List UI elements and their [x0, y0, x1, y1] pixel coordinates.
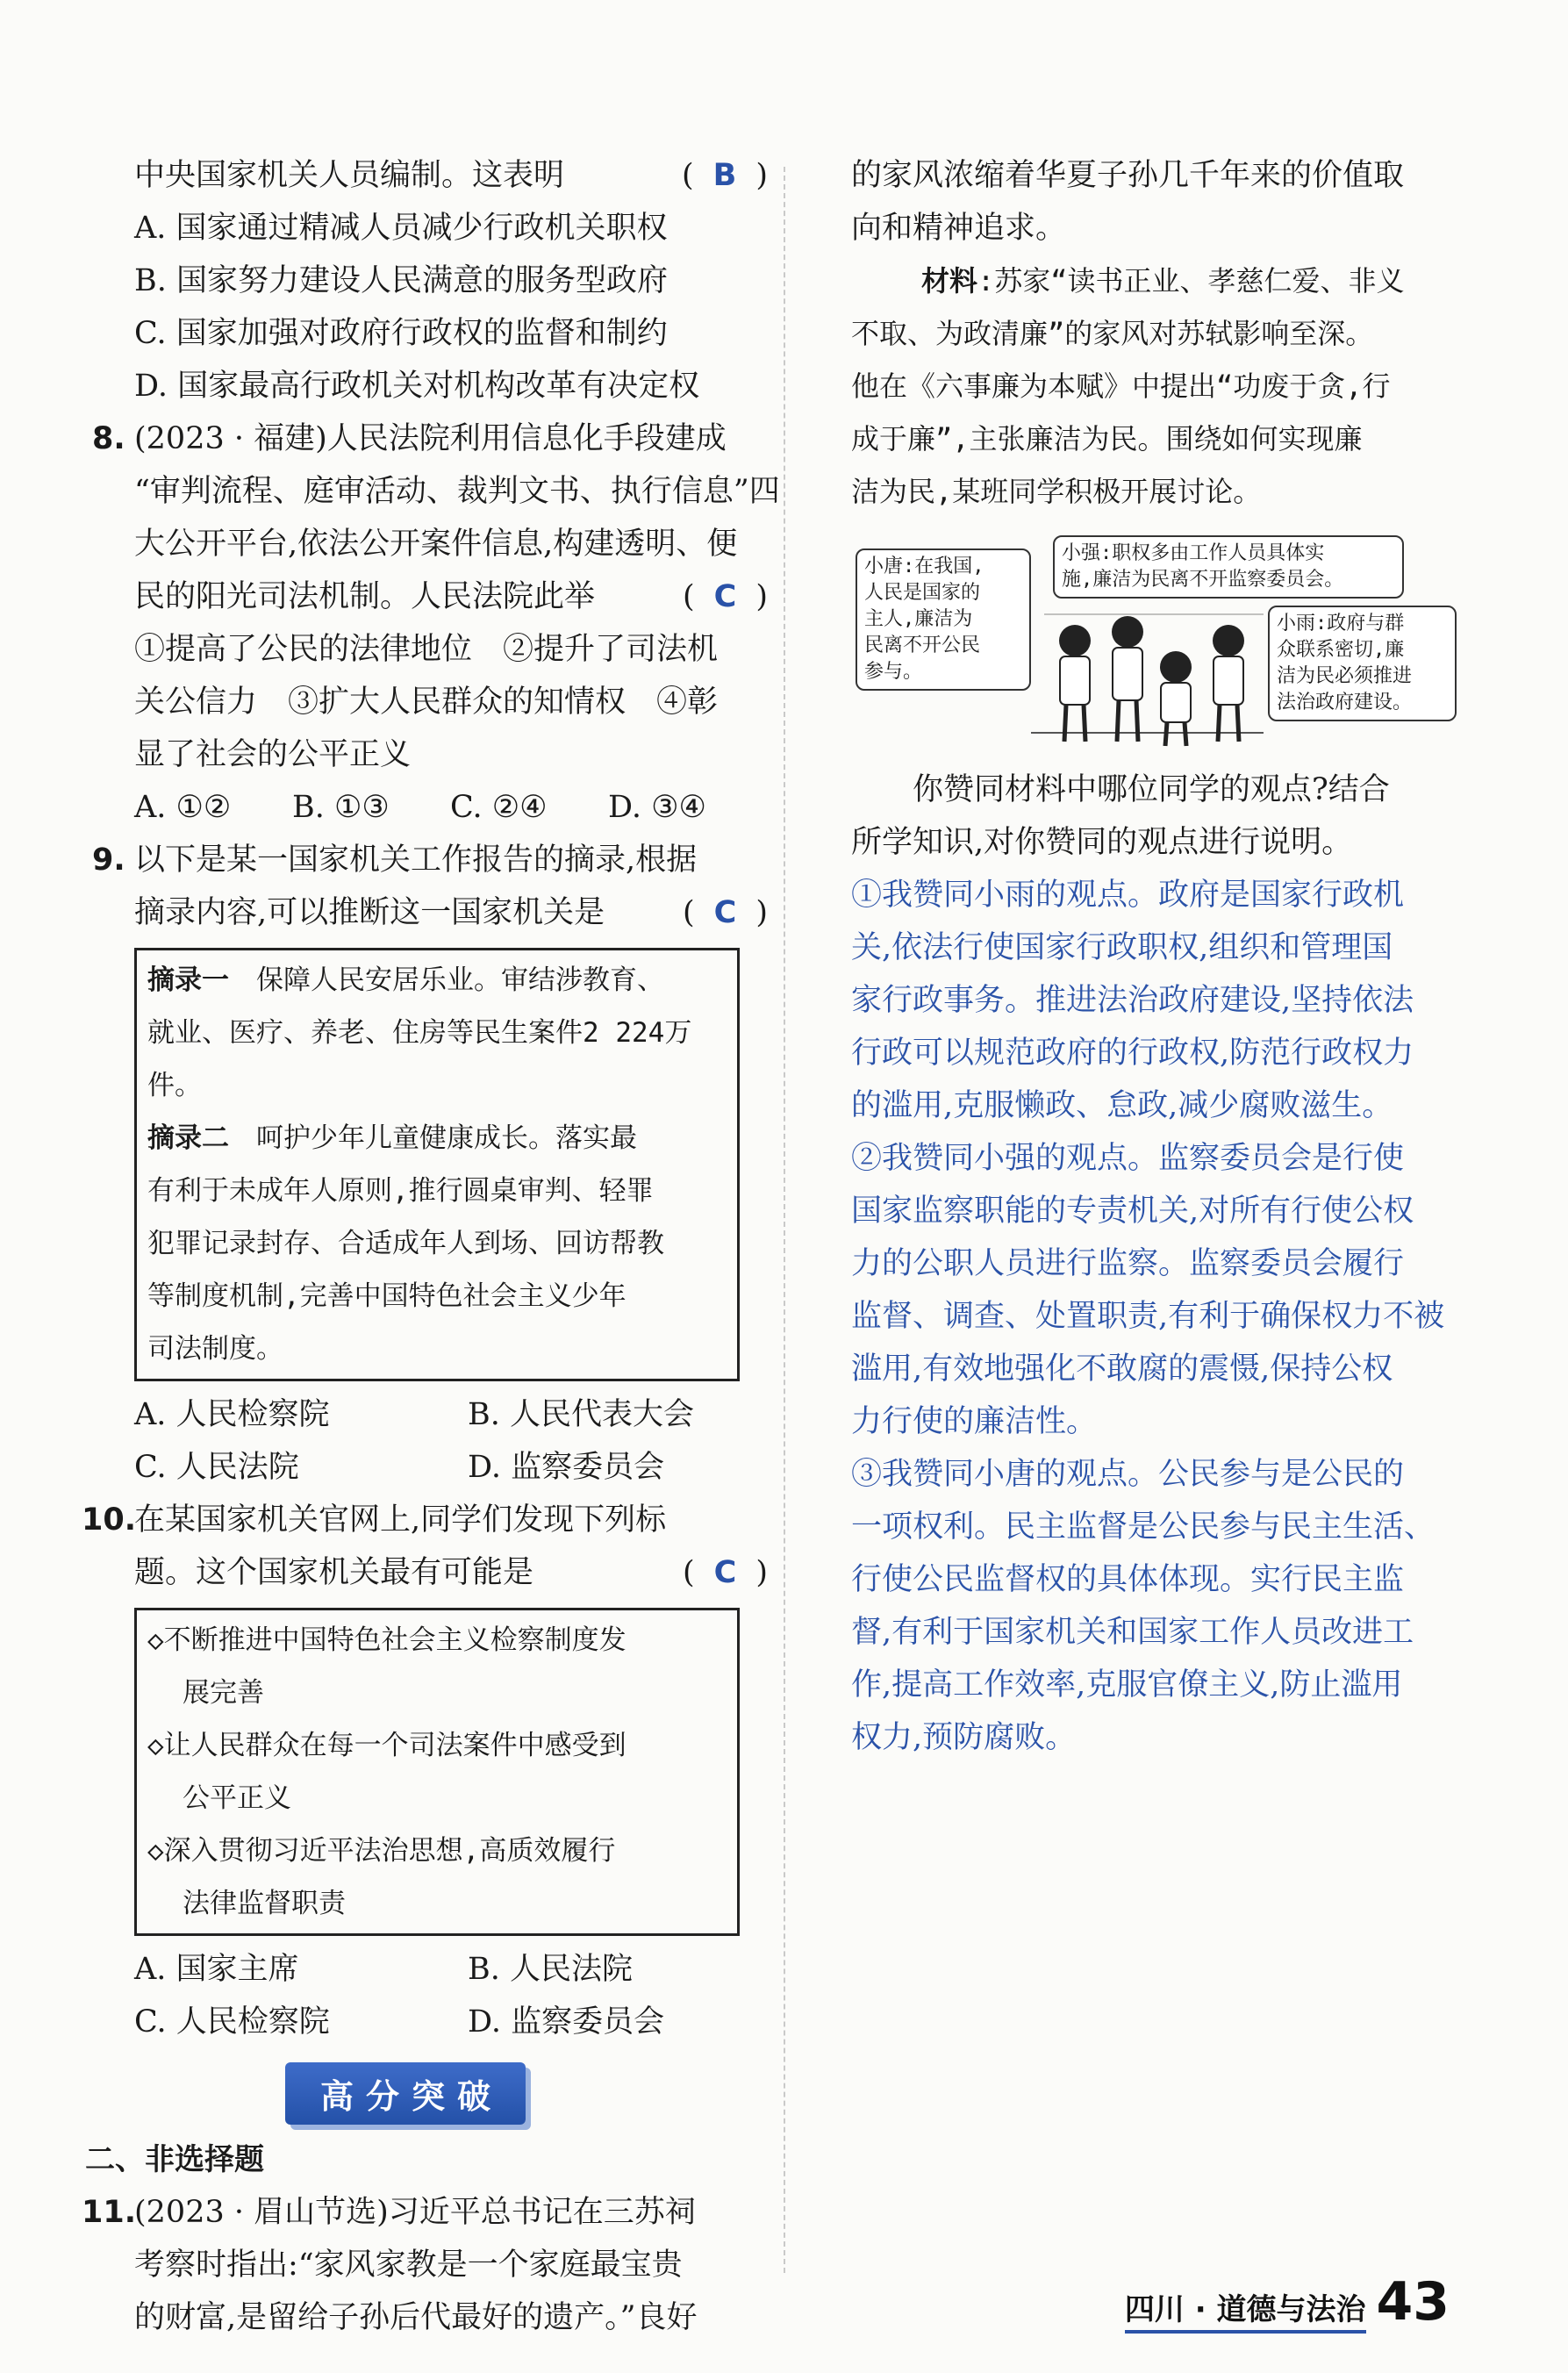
q8-stem-line: “审判流程、庭审活动、裁判文书、执行信息”四 [134, 474, 780, 509]
section-heading: 二、非选择题 [85, 2142, 264, 2177]
answer-line: ①我赞同小雨的观点。政府是国家行政机 [851, 878, 1405, 913]
q8-item-line: 显了社会的公平正义 [134, 737, 412, 772]
q7-stem: 中央国家机关人员编制。这表明 ( B ) [92, 149, 768, 202]
q8-item-line: ①提高了公民的法律地位 ②提升了司法机 [134, 632, 719, 667]
answer-line: 滥用,有效地强化不敢腐的震慑,保持公权 [851, 1351, 1393, 1387]
q7-option-d: D. 国家最高行政机关对机构改革有决定权 [134, 369, 700, 404]
excerpt-two-label: 摘录二 [147, 1122, 229, 1154]
banner-wrap [92, 2062, 768, 2125]
q9-options [92, 1388, 768, 1494]
footer-label: 四川 · 道德与法治 [1125, 2285, 1366, 2334]
q11-number: 11. [82, 2195, 137, 2230]
answer-line: 家行政事务。推进法治政府建设,坚持依法 [851, 983, 1414, 1018]
discussion-cartoon [851, 535, 1465, 755]
answer-bracket: ( C ) [683, 579, 768, 614]
q9-answer: C [713, 895, 737, 930]
answer-line: 力的公职人员进行监察。监察委员会履行 [851, 1246, 1405, 1281]
q9-excerpt-box: 摘录一 保障人民安居乐业。审结涉教育、 就业、医疗、养老、住房等民生案件2 224万件。 摘录二 呵护少年儿童健康成长。落实最 有利于未成年人原则,推行圆桌审判、轻罪 犯罪记录封存、合适成年人到场、回访帮教 等制度机制,完善中国特色社会主义少年 司法制度。 [134, 948, 740, 1381]
q8-option-c: C. ②④ [450, 790, 548, 825]
q8-options [92, 781, 768, 834]
material-line: 洁为民,某班同学积极开展讨论。 [851, 475, 1262, 508]
q8-option-d: D. ③④ [608, 790, 706, 825]
question-line: 你赞同材料中哪位同学的观点?结合 [913, 772, 1390, 807]
q11-stem-line: 考察时指出:“家风家教是一个家庭最宝贵 [134, 2248, 683, 2283]
q8-option-a: A. ①② [134, 790, 232, 825]
high-score-banner: 高分突破 [285, 2062, 526, 2125]
q7-option-b: B. 国家努力建设人民满意的服务型政府 [134, 263, 668, 298]
q10-option-d: D. 监察委员会 [468, 2004, 665, 2040]
q8-answer: C [713, 579, 737, 614]
answer-line: 行使公民监督权的具体体现。实行民主监 [851, 1562, 1405, 1597]
answer-line: ③我赞同小唐的观点。公民参与是公民的 [851, 1457, 1405, 1492]
q10-stem-line: 题。这个国家机关最有可能是 ( C ) [92, 1546, 768, 1599]
material-line: 成于廉”,主张廉洁为民。围绕如何实现廉 [851, 422, 1363, 455]
answer-line: 的滥用,克服懒政、怠政,减少腐败滋生。 [851, 1088, 1393, 1123]
q10-headline-box: ◇不断推进中国特色社会主义检察制度发 展完善 ◇让人民群众在每一个司法案件中感受到 公平正义 ◇深入贯彻习近平法治思想,高质效履行 法律监督职责 [134, 1608, 740, 1936]
answer-line: 作,提高工作效率,克服官僚主义,防止滥用 [851, 1667, 1403, 1703]
answer-bracket: ( C ) [683, 895, 768, 930]
q7-option-c: C. 国家加强对政府行政权的监督和制约 [134, 316, 668, 351]
material-label: 材料 [921, 264, 978, 298]
intro-line: 的家风浓缩着华夏子孙几千年来的价值取 [851, 158, 1405, 193]
answer-line: 行政可以规范政府的行政权,防范行政权力 [851, 1036, 1414, 1071]
answer-line: 督,有利于国家机关和国家工作人员改进工 [851, 1615, 1414, 1650]
page-footer [1125, 2271, 1450, 2334]
speech-bubble-tang: 小唐:在我国, 人民是国家的 主人,廉洁为 民离不开公民 参与。 [856, 548, 1031, 691]
speech-bubble-yu: 小雨:政府与群 众联系密切,廉 洁为民必须推进 法治政府建设。 [1268, 606, 1457, 721]
answer-block [851, 869, 1465, 1764]
q10-stem-line: 10.在某国家机关官网上,同学们发现下列标 [92, 1494, 768, 1546]
q9-option-a: A. 人民检察院 [134, 1397, 330, 1432]
q9-number: 9. [92, 842, 125, 878]
answer-line: ②我赞同小强的观点。监察委员会是行使 [851, 1141, 1405, 1176]
q10-option-b: B. 人民法院 [468, 1952, 633, 1987]
answer-line: 监督、调查、处置职责,有利于确保权力不被 [851, 1299, 1445, 1334]
q8-number: 8. [92, 421, 125, 456]
q9-stem-line: 摘录内容,可以推断这一国家机关是 ( C ) [92, 886, 768, 939]
answer-line: 力行使的廉洁性。 [851, 1404, 1098, 1439]
q11-stem-line: 11.(2023 · 眉山节选)习近平总书记在三苏祠 [92, 2186, 768, 2239]
answer-line: 权力,预防腐败。 [851, 1720, 1077, 1755]
question-line: 所学知识,对你赞同的观点进行说明。 [851, 825, 1353, 860]
q10-option-c: C. 人民检察院 [134, 2004, 330, 2040]
q10-answer: C [713, 1555, 737, 1590]
material-line: 不取、为政清廉”的家风对苏轼影响至深。 [851, 317, 1374, 350]
right-column [851, 149, 1465, 1764]
q9-stem-line: 9. 以下是某一国家机关工作报告的摘录,根据 [92, 834, 768, 886]
intro-line: 向和精神追求。 [851, 211, 1067, 246]
q9-option-b: B. 人民代表大会 [468, 1397, 694, 1432]
q9-option-d: D. 监察委员会 [468, 1450, 665, 1485]
answer-bracket: ( B ) [682, 158, 768, 193]
q10-options [92, 1943, 768, 2048]
speech-bubble-qiang: 小强:职权多由工作人员具体实 施,廉洁为民离不开监察委员会。 [1053, 535, 1404, 599]
q7-answer: B [712, 158, 737, 193]
q8-stem-line: 8. (2023 · 福建)人民法院利用信息化手段建成 [92, 412, 768, 465]
q8-option-b: B. ①③ [292, 790, 390, 825]
material-line: 材料:苏家“读书正业、孝慈仁爱、非义 [921, 264, 1405, 298]
left-column [82, 149, 780, 2344]
answer-line: 关,依法行使国家行政职权,组织和管理国 [851, 930, 1393, 965]
answer-bracket: ( C ) [683, 1555, 768, 1590]
q8-stem-line: 民的阳光司法机制。人民法院此举 ( C ) [92, 570, 768, 623]
q9-option-c: C. 人民法院 [134, 1450, 299, 1485]
page-number: 43 [1376, 2271, 1450, 2333]
q7-option-a: A. 国家通过精减人员减少行政机关职权 [134, 211, 668, 246]
q8-stem-line: 大公开平台,依法公开案件信息,构建透明、便 [134, 527, 738, 562]
excerpt-one-label: 摘录一 [147, 964, 229, 996]
material-line: 他在《六事廉为本赋》中提出“功废于贪,行 [851, 369, 1391, 403]
q10-option-a: A. 国家主席 [134, 1952, 299, 1987]
answer-line: 国家监察职能的专责机关,对所有行使公权 [851, 1194, 1414, 1229]
q10-number: 10. [82, 1502, 137, 1538]
answer-line: 一项权利。民主监督是公民参与民主生活、 [851, 1509, 1436, 1545]
q8-item-line: 关公信力 ③扩大人民群众的知情权 ④彰 [134, 685, 719, 720]
q11-stem-line: 的财富,是留给子孙后代最好的遗产。”良好 [134, 2300, 698, 2335]
